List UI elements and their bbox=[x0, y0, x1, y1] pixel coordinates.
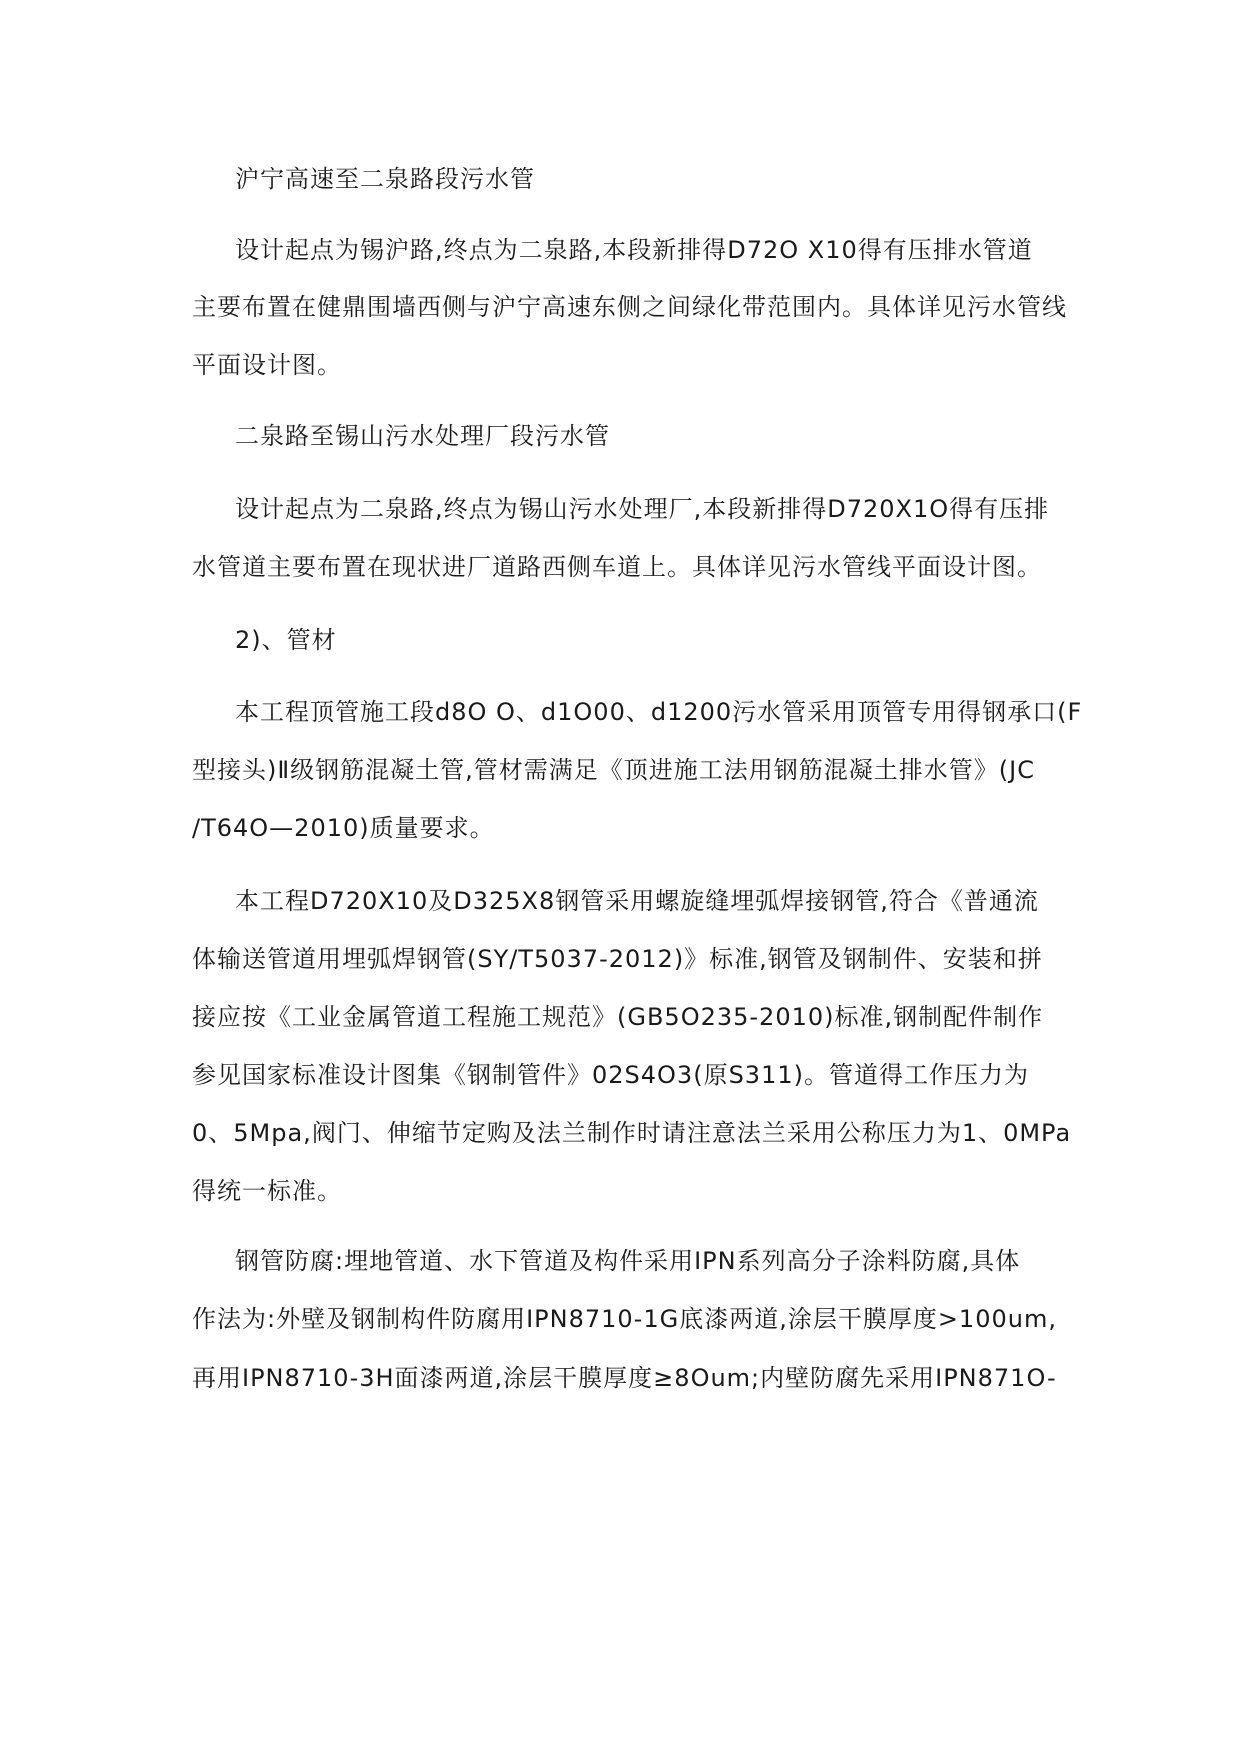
paragraph-line: 设计起点为二泉路,终点为锡山污水处理厂,本段新排得D720X1O得有压排 bbox=[235, 495, 1050, 523]
paragraph-line: 本工程D720X10及D325X8钢管采用螺旋缝埋弧焊接钢管,符合《普通流 bbox=[235, 887, 1039, 915]
paragraph-line: 得统一标准。 bbox=[192, 1177, 342, 1205]
section-heading-pipe-material: 2)、管材 bbox=[235, 626, 337, 654]
paragraph-line: 钢管防腐:埋地管道、水下管道及构件采用IPN系列高分子涂料防腐,具体 bbox=[235, 1247, 1021, 1275]
paragraph-line: 平面设计图。 bbox=[192, 351, 342, 379]
paragraph-line: 再用IPN8710-3H面漆两道,涂层干膜厚度≥8Oum;内壁防腐先采用IPN871O- bbox=[192, 1364, 1057, 1392]
paragraph-line: 参见国家标准设计图集《钢制管件》02S4O3(原S311)。管道得工作压力为 bbox=[192, 1061, 1029, 1089]
paragraph-line: 本工程顶管施工段d8O O、d1O00、d1200污水管采用顶管专用得钢承口(F bbox=[235, 698, 1083, 726]
paragraph-line: 体输送管道用埋弧焊钢管(SY/T5037-2012)》标准,钢管及钢制件、安装和拼 bbox=[192, 945, 1043, 973]
paragraph-line: 接应按《工业金属管道工程施工规范》(GB5O235-2010)标准,钢制配件制作 bbox=[192, 1003, 1044, 1031]
paragraph-line: 作法为:外壁及钢制构件防腐用IPN8710-1G底漆两道,涂层干膜厚度>100um, bbox=[192, 1305, 1057, 1333]
paragraph-line: /T64O—2010)质量要求。 bbox=[192, 814, 495, 842]
section-heading-huning-erquan: 沪宁高速至二泉路段污水管 bbox=[235, 165, 535, 193]
paragraph-line: 型接头)Ⅱ级钢筋混凝土管,管材需满足《顶进施工法用钢筋混凝土排水管》(JC bbox=[192, 756, 1036, 784]
paragraph-line: 设计起点为锡沪路,终点为二泉路,本段新排得D72O X10得有压排水管道 bbox=[235, 236, 1033, 264]
paragraph-line: 0、5Mpa,阀门、伸缩节定购及法兰制作时请注意法兰采用公称压力为1、0MPa bbox=[192, 1119, 1072, 1147]
paragraph-line: 水管道主要布置在现状进厂道路西侧车道上。具体详见污水管线平面设计图。 bbox=[192, 553, 1042, 581]
section-heading-erquan-xishan: 二泉路至锡山污水处理厂段污水管 bbox=[235, 422, 610, 450]
paragraph-line: 主要布置在健鼎围墙西侧与沪宁高速东侧之间绿化带范围内。具体详见污水管线 bbox=[192, 293, 1067, 321]
